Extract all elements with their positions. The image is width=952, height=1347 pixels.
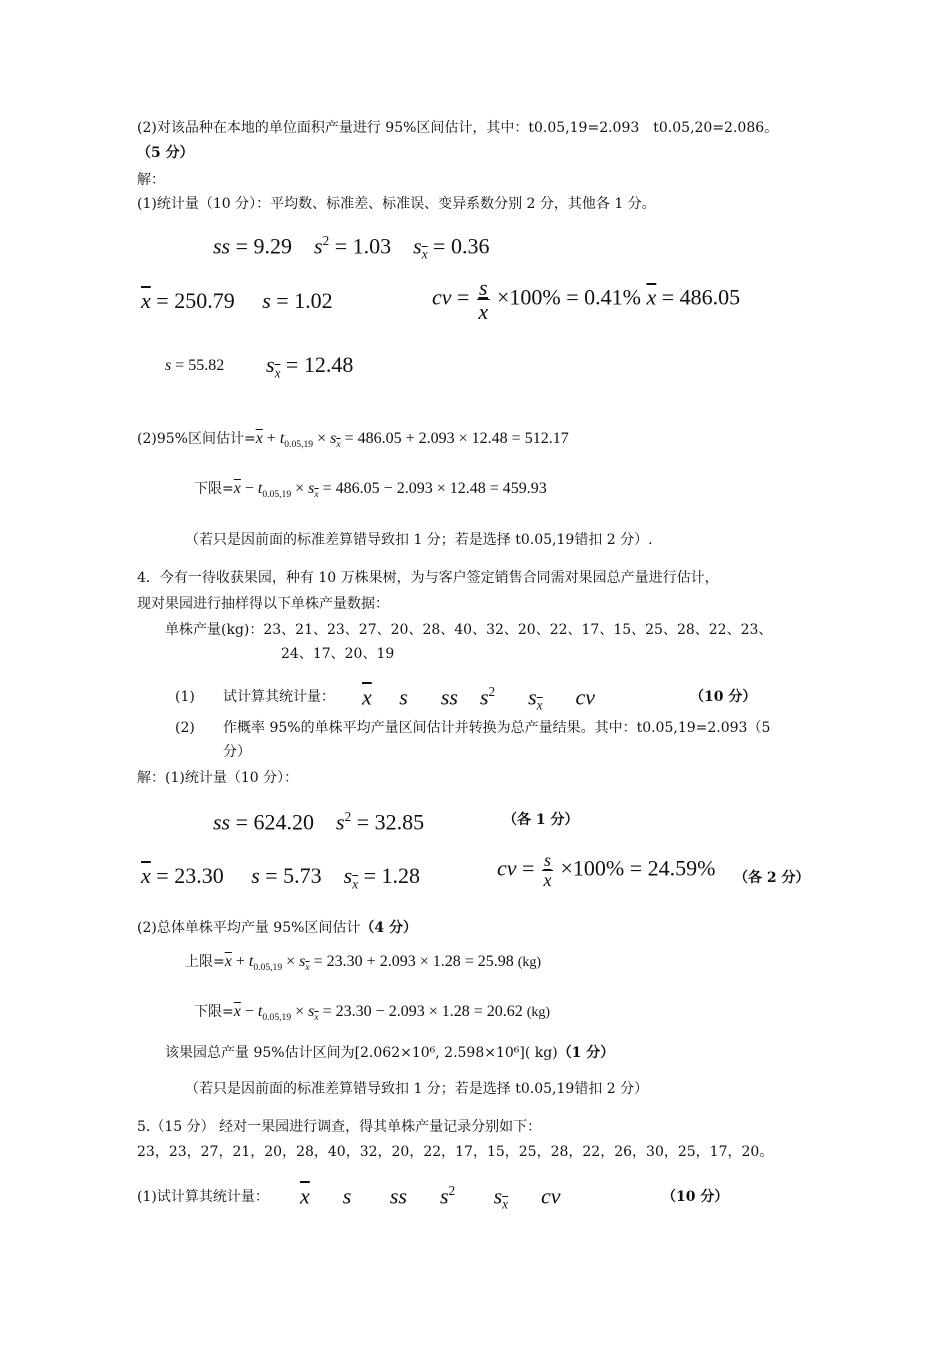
q4-ss-value: 624.20	[253, 809, 315, 835]
q4-sub2-num: (2)	[175, 720, 195, 736]
q4-data1: 单株产量(kg)：23、21、23、27、20、28、40、32、20、22、17、15、25、28、22、23、	[165, 622, 773, 638]
q4-sub1-text: 试计算其统计量：	[223, 689, 335, 705]
q4-ci-label	[137, 918, 417, 938]
formula-s-row3: s = 55.82	[165, 357, 225, 374]
q4-formula-xbar-s-sx: $\overline{x} = 23.30$ s = 5.73 $s_{\overline{x}} = 1.28$	[141, 863, 421, 892]
cv-value: 0.41%	[584, 284, 641, 310]
q4-cv-value: 24.59%	[647, 855, 716, 881]
q4-total-points: （1 分）	[557, 1045, 615, 1061]
solution-label: 解：	[137, 172, 165, 188]
q4-m2-points: （各 2 分）	[734, 870, 810, 886]
q4-total-text: 该果园总产量 95%估计区间为[2.062×10⁶, 2.598×10⁶]( kg)	[165, 1045, 558, 1061]
s-value: 1.02	[294, 288, 333, 313]
q4-m1-points: （各 1 分）	[503, 812, 579, 828]
q4-ci-points: （4 分）	[360, 920, 418, 936]
q4-solution-label: 解：(1)统计量（10 分）：	[137, 770, 299, 786]
q5-line1: 5.（15 分） 经对一果园进行调查，得其单株产量记录分别如下：	[137, 1119, 542, 1135]
ci1-upper: (2)95%区间估计$=\overline{x} + t_{0.05,19} \times s_{\overline{x}} = 486.05 + 2.093 \times 12.48 = 512.17$	[137, 430, 569, 451]
q4-s-value: 5.73	[283, 863, 322, 888]
q4-line2: 现对果园进行抽样得以下单株产量数据：	[137, 596, 389, 612]
q4-lower-expr: = 23.30 − 2.093 × 1.28 = 20.62	[322, 1003, 523, 1020]
note-1: （若只是因前面的标准差算错导致扣 1 分；若是选择 t0.05,19错扣 2 分）.	[185, 532, 653, 548]
q4-ci-lower: 下限$=\overline{x} - t_{0.05,19} \times s_{\overline{x}} = 23.30 - 2.093 \times 1.28 = 20.62$ (kg)	[194, 1003, 551, 1024]
q4-upper-expr: = 23.30 + 2.093 × 1.28 = 25.98	[313, 953, 514, 970]
s2-value: 1.03	[352, 233, 392, 259]
sx-value-row3: 12.48	[303, 352, 354, 377]
p2-points: （5 分）	[137, 145, 194, 161]
q5-sub1-points: （10 分）	[662, 1189, 729, 1205]
q4-total	[165, 1043, 614, 1063]
q4-sub2-text2: 分）	[223, 744, 251, 760]
ci1-expr: = 486.05 + 2.093 × 12.48 = 512.17	[344, 430, 569, 447]
ci1-prefix: (2)95%区间估计=	[137, 431, 256, 447]
q4-sub2-text1: 作概率 95%的单株平均产量区间估计并转换为总产量结果。其中：t0.05,19=2.093（5	[223, 720, 771, 736]
ci1-lower: 下限$=\overline{x} - t_{0.05,19} \times s_{\overline{x}} = 486.05 - 2.093 \times 12.48 = 459.93$	[194, 480, 547, 501]
s-value-row3: 55.82	[188, 357, 225, 374]
q4-lower-prefix: 下限=	[194, 1004, 234, 1020]
ss-value: 9.29	[253, 233, 293, 259]
q4-lower-unit: (kg)	[526, 1005, 551, 1020]
q4-formula-ss-s2: ss = 624.20 $s^2 = 32.85$	[213, 809, 425, 835]
formula-sx-row3: $s_{\overline{x}} = 12.48$	[266, 352, 354, 381]
q5-sub1-text: (1)试计算其统计量：	[137, 1189, 269, 1205]
note-2: （若只是因前面的标准差算错导致扣 1 分；若是选择 t0.05,19错扣 2 分）	[185, 1081, 649, 1097]
ci1-lower-expr: = 486.05 − 2.093 × 12.48 = 459.93	[322, 480, 547, 497]
q5-line2: 23，23，27，21，20，28，40，32，20，22，17，15，25，28，22，26，30，25，17，20。	[137, 1144, 774, 1160]
formula-xbar-s: $\overline{x} = 250.79$ s = 1.02	[141, 288, 333, 313]
q4-upper-unit: (kg)	[517, 955, 542, 970]
formula-cv: cv = $\frac{s}{x}$ ×100% = 0.41% $\overline{x} = 486.05$	[432, 275, 741, 325]
q4-ci-label-text: (2)总体单株平均产量 95%区间估计	[137, 920, 361, 936]
p2-question: (2)对该品种在本地的单位面积产量进行 95%区间估计，其中：t0.05,19=2.093 t0.05,20=2.086。	[137, 120, 779, 136]
q4-sub1-points: （10 分）	[690, 689, 757, 705]
q4-s2-value: 32.85	[374, 809, 425, 835]
xbar2-value: 486.05	[679, 284, 741, 310]
q4-data2: 24、17、20、19	[281, 646, 395, 662]
sx-value: 0.36	[450, 233, 490, 259]
q4-line1: 4．今有一待收获果园，种有 10 万株果树，为与客户签定销售合同需对果园总产量进行估计，	[137, 570, 719, 586]
q5-stat-symbols: $\overline{x}$ s ss $s^2$ $s_{\overline{x}}$ cv	[300, 1183, 561, 1212]
q4-sub1-num: (1)	[175, 689, 195, 705]
q4-upper-prefix: 上限=	[185, 954, 225, 970]
q4-stat-symbols: $\overline{x}$ s ss $s^2$ $s_{\overline{x}}$ cv	[362, 684, 596, 713]
solution-part1-label: (1)统计量（10 分）：平均数、标准差、标准误、变异系数分别 2 分，其他各 1 分。	[137, 196, 656, 212]
q4-formula-cv: cv = $\frac{s}{x}$ ×100% = 24.59%	[497, 850, 716, 890]
q4-ci-upper: 上限$=\overline{x} + t_{0.05,19} \times s_{\overline{x}} = 23.30 + 2.093 \times 1.28 = 25.98$ (kg)	[185, 953, 542, 974]
formula-ss-s2-sx: ss = 9.29 $s^2 = 1.03$ $s_{\overline{x}} = 0.36$	[213, 233, 490, 262]
xbar-value: 250.79	[174, 288, 235, 313]
ci1-lower-prefix: 下限=	[194, 481, 234, 497]
q4-xbar-value: 23.30	[174, 863, 224, 888]
q4-sx-value: 1.28	[381, 863, 421, 888]
